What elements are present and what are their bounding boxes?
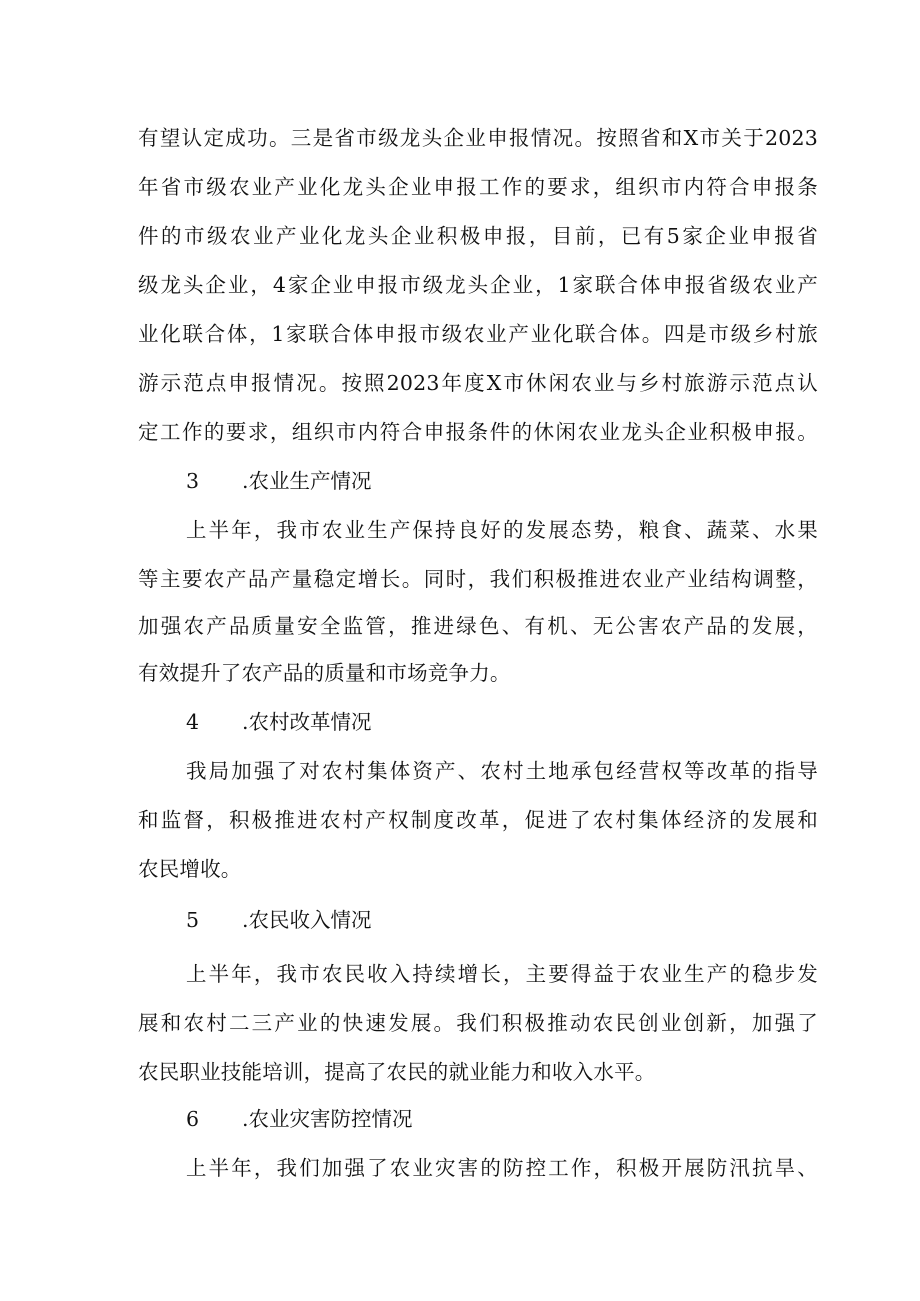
body-line: 件的市级农业产业化龙头企业积极申报，目前，已有5家企业申报省	[138, 224, 818, 248]
body-line: 游示范点申报情况。按照2023年度X市休闲农业与乡村旅游示范点认	[138, 371, 818, 395]
body-line: 加强农产品质量安全监管，推进绿色、有机、无公害农产品的发展，	[138, 614, 818, 638]
body-line: 上半年，我市农业生产保持良好的发展态势，粮食、蔬菜、水果	[186, 518, 818, 542]
body-line: 展和农村二三产业的快速发展。我们积极推动农民创业创新，加强了	[138, 1011, 818, 1035]
section-heading	[186, 1105, 413, 1133]
body-line: 定工作的要求，组织市内符合申报条件的休闲农业龙头企业积极申报。	[138, 420, 818, 444]
section-heading	[186, 708, 372, 736]
body-line: 上半年，我们加强了农业灾害的防控工作，积极开展防汛抗旱、	[186, 1156, 818, 1180]
body-line: 等主要农产品产量稳定增长。同时，我们积极推进农业产业结构调整，	[138, 567, 818, 591]
body-line: 我局加强了对农村集体资产、农村土地承包经营权等改革的指导	[186, 759, 818, 783]
section-title: .农村改革情况	[242, 710, 372, 734]
section-number: 3	[186, 469, 200, 493]
section-number: 4	[186, 710, 200, 734]
section-number: 5	[186, 908, 200, 932]
body-line: 农民职业技能培训，提高了农民的就业能力和收入水平。	[138, 1060, 656, 1084]
body-line: 年省市级农业产业化龙头企业申报工作的要求，组织市内符合申报条	[138, 175, 818, 199]
body-line: 上半年，我市农民收入持续增长，主要得益于农业生产的稳步发	[186, 962, 818, 986]
body-line: 有效提升了农产品的质量和市场竞争力。	[138, 661, 511, 685]
section-title: .农民收入情况	[242, 908, 372, 932]
body-line: 有望认定成功。三是省市级龙头企业申报情况。按照省和X市关于2023	[138, 126, 818, 150]
section-title: .农业生产情况	[242, 469, 372, 493]
body-line: 和监督，积极推进农村产权制度改革，促进了农村集体经济的发展和	[138, 808, 818, 832]
body-line: 业化联合体，1家联合体申报市级农业产业化联合体。四是市级乡村旅	[138, 322, 818, 346]
body-line: 农民增收。	[138, 857, 242, 881]
section-title: .农业灾害防控情况	[242, 1107, 413, 1131]
section-number: 6	[186, 1107, 200, 1131]
section-heading	[186, 906, 372, 934]
body-line: 级龙头企业，4家企业申报市级龙头企业，1家联合体申报省级农业产	[138, 273, 818, 297]
section-heading	[186, 467, 372, 495]
